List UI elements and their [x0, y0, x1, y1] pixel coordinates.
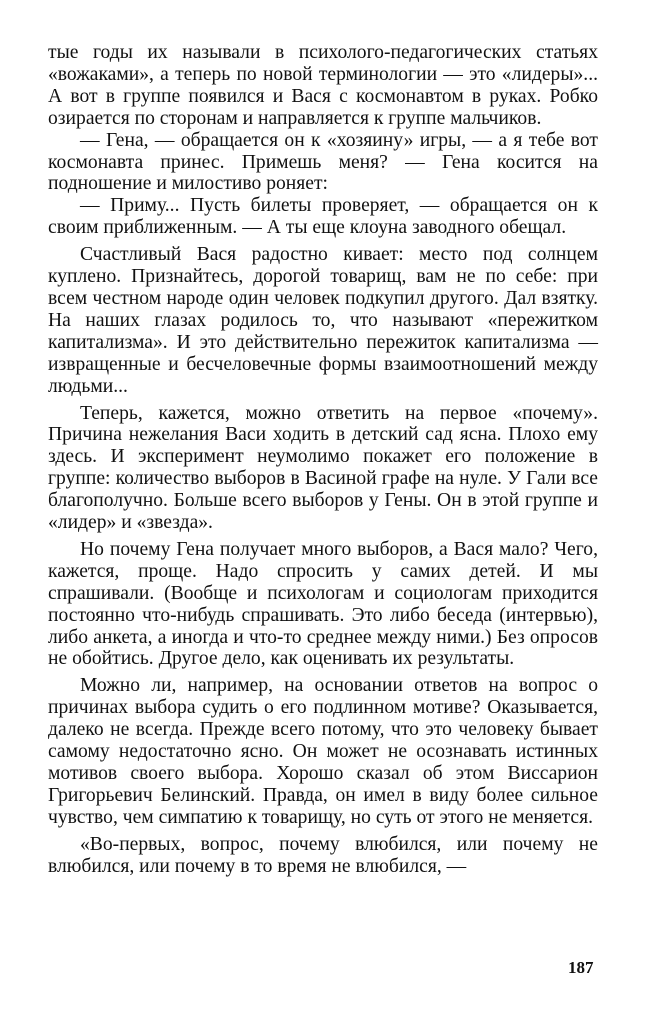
paragraph-2: — Гена, — обращается он к «хозяину» игры, — а я тебе вот космонавта принес. Примешь меня? — Гена косится на подношение и милостиво роняет:: [48, 129, 598, 195]
paragraph-5: Теперь, кажется, можно ответить на первое «почему». Причина нежелания Васи ходить в детский сад ясна. Плохо ему здесь. И эксперимент неумолимо покажет его положение в группе: количество выборов в Васиной графе на нуле. У Гали все благополучно. Больше всего выборов у Гены. Он в этой группе и «лидер» и «звезда».: [48, 402, 598, 534]
paragraph-6: Но почему Гена получает много выборов, а Вася мало? Чего, кажется, проще. Надо спросить у самих детей. И мы спрашивали. (Вообще и психологам и социологам приходится постоянно что-нибудь спрашивать. Это либо беседа (интервью), либо анкета, а иногда и что-то среднее между ними.) Без опросов не обойтись. Другое дело, как оценивать их результаты.: [48, 538, 598, 670]
paragraph-8: «Во-первых, вопрос, почему влюбился, или почему не влюбился, или почему в то время не влюбился, —: [48, 833, 598, 877]
paragraph-3: — Приму... Пусть билеты проверяет, — обращается он к своим приближенным. — А ты еще клоуна заводного обещал.: [48, 195, 598, 239]
page-number: 187: [568, 958, 594, 977]
paragraph-4: Счастливый Вася радостно кивает: место под солнцем куплено. Признайтесь, дорогой товарищ, вам не по себе: при всем честном народе один человек подкупил другого. Дал взятку. На наших глазах родилось то, что называют «пережитком капитализма». И это действительно пережиток капитализма — извращенные и бесчеловечные формы взаимоотношений между людьми...: [48, 244, 598, 397]
paragraph-7: Можно ли, например, на основании ответов на вопрос о причинах выбора судить о его подлинном мотиве? Оказывается, далеко не всегда. Прежде всего потому, что это человеку бывает самому недостаточно ясно. Он может не осознавать истинных мотивов своего выбора. Хорошо сказал об этом Виссарион Григорьевич Белинский. Правда, он имел в виду более сильное чувство, чем симпатию к товарищу, но суть от этого не меняется.: [48, 675, 598, 828]
book-page-body: [48, 42, 598, 878]
paragraph-1: тые годы их называли в психолого-педагогических статьях «вожаками», а теперь по новой терминологии — это «лидеры»... А вот в группе появился и Вася с космонавтом в руках. Робко озирается по сторонам и направляется к группе мальчиков.: [48, 42, 598, 129]
